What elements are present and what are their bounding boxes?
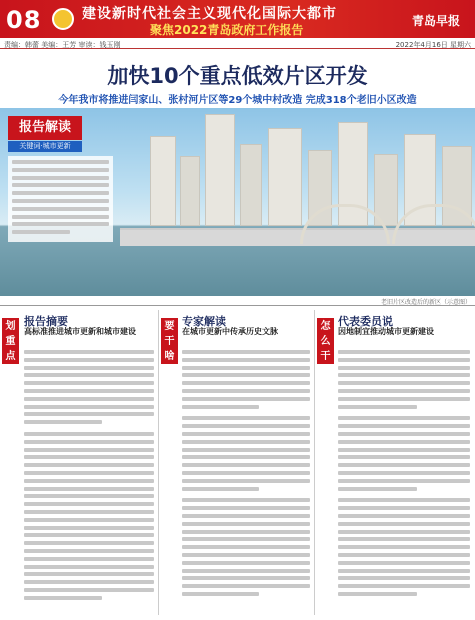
section-divider [0, 305, 475, 306]
sub-headline: 今年我市将推进闫家山、张村河片区等29个城中村改造 完成318个老旧小区改造 [58, 95, 417, 106]
building [150, 136, 176, 226]
column-rule [158, 310, 159, 615]
editor-credits: 责编：韩蕾 美编：王芳 审读：钱玉刚 [4, 41, 121, 49]
banner-title: 报告解读 [8, 116, 82, 140]
banner-subtitle: 关键词·城市更新 [8, 141, 82, 152]
building [180, 156, 200, 226]
main-headline: 加快10个重点低效片区开发 [107, 64, 368, 88]
column-title-3: 因地制宜推动城市更新建设 [338, 327, 434, 336]
column-heading-2: 专家解读 [182, 315, 226, 328]
page-number: 08 [6, 6, 42, 34]
column-body-placeholder-2 [182, 350, 310, 612]
masthead-subtitle: 聚焦2022青岛政府工作报告 [150, 23, 304, 37]
party-emblem-icon [52, 8, 74, 30]
column-title-2: 在城市更新中传承历史文脉 [182, 327, 278, 336]
column-heading-3: 代表委员说 [338, 315, 393, 328]
side-label-3: 怎么干 [317, 318, 334, 364]
dateline [0, 39, 475, 49]
column-title-1: 高标准推进城市更新和城市建设 [24, 327, 136, 336]
column-body-placeholder-1 [24, 350, 154, 612]
lead-paragraph-placeholder [8, 156, 113, 242]
side-label-2: 要干啥 [161, 318, 178, 364]
building [205, 114, 235, 226]
masthead-title: 建设新时代社会主义现代化国际大都市 [82, 6, 337, 22]
photo-caption: 老旧片区改造后的新区（示意图） [380, 299, 471, 306]
column-rule [314, 310, 315, 615]
building [268, 128, 302, 226]
building [240, 144, 262, 226]
column-heading-1: 报告摘要 [24, 315, 68, 328]
column-body-placeholder-3 [338, 350, 470, 612]
issue-date: 2022年4月16日 星期六 [395, 41, 471, 49]
masthead [0, 0, 475, 38]
newspaper-brand: 青岛早报 [412, 14, 461, 28]
side-label-1: 划重点 [2, 318, 19, 364]
